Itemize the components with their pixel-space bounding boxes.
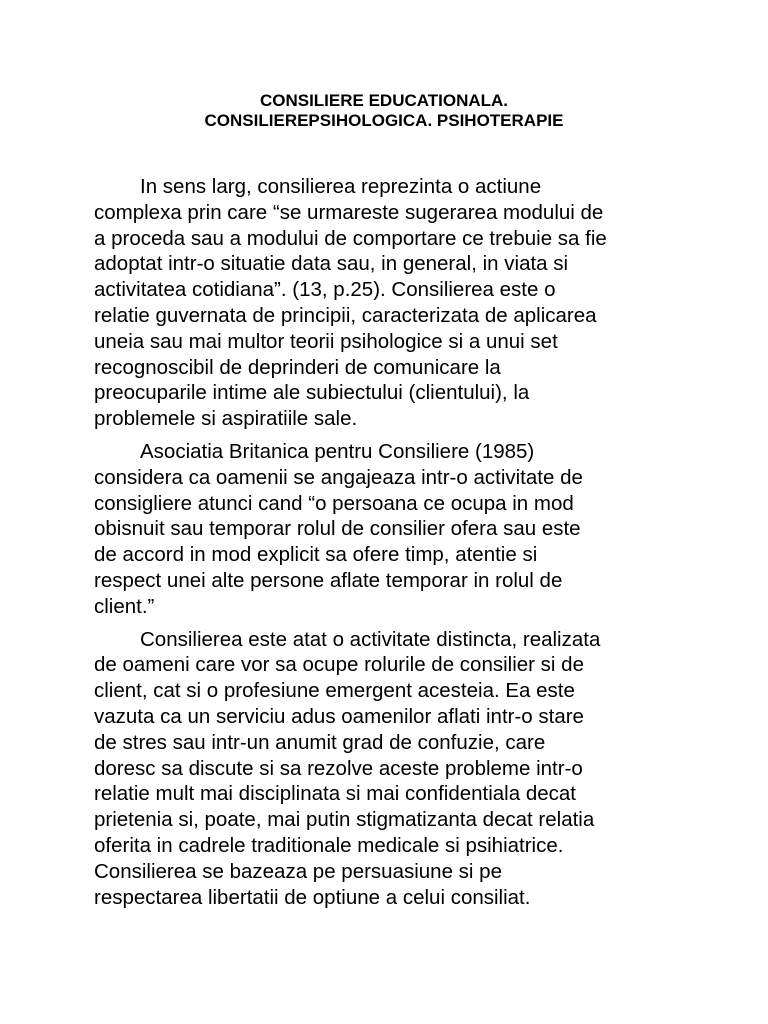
paragraph-line: adoptat intr-o situatie data sau, in general, in viata si xyxy=(94,252,569,276)
paragraph-line: a proceda sau a modului de comportare ce trebuie sa fie xyxy=(94,226,607,250)
paragraph-line: considera ca oamenii se angajeaza intr-o activitate de xyxy=(94,465,583,489)
paragraph-line: preocuparile intime ale subiectului (clientului), la xyxy=(94,381,530,405)
paragraph-line: vazuta ca un serviciu adus oamenilor aflati intr-o stare xyxy=(94,704,584,728)
paragraph-line: consigliere atunci cand “o persoana ce ocupa in mod xyxy=(94,491,574,515)
paragraph-line: de oameni care vor sa ocupe rolurile de consilier si de xyxy=(94,653,584,677)
paragraph-line: uneia sau mai multor teorii psihologice si a unui set xyxy=(94,329,558,353)
paragraph-line: relatie mult mai disciplinata si mai confidentiala decat xyxy=(94,782,576,806)
paragraph-line: obisnuit sau temporar rolul de consilier ofera sau este xyxy=(94,517,581,541)
paragraph xyxy=(94,439,694,620)
paragraph-line: recognoscibil de deprinderi de comunicare la xyxy=(94,355,501,379)
paragraph-line: activitatea cotidiana”. (13, p.25). Consilierea este o xyxy=(94,278,556,302)
paragraph-line: problemele si aspiratiile sale. xyxy=(94,407,358,431)
paragraph-line: client, cat si o profesiune emergent acesteia. Ea este xyxy=(94,679,575,703)
paragraph-line: respectarea libertatii de optiune a celui consiliat. xyxy=(94,885,531,909)
paragraph-line: de stres sau intr-un anumit grad de confuzie, care xyxy=(94,730,546,754)
document-title-line-1: CONSILIERE EDUCATIONALA. xyxy=(259,91,509,110)
paragraph-line: doresc sa discute si sa rezolve aceste probleme intr-o xyxy=(94,756,583,780)
paragraph-line: prietenia si, poate, mai putin stigmatizanta decat relatia xyxy=(94,808,595,832)
paragraph-line: complexa prin care “se urmareste sugerarea modului de xyxy=(94,200,604,224)
document-body xyxy=(94,174,694,917)
paragraph xyxy=(94,627,694,911)
paragraph-line: respect unei alte persone aflate temporar in rolul de xyxy=(94,568,563,592)
paragraph-line: In sens larg, consilierea reprezinta o actiune xyxy=(140,175,542,198)
paragraph-line: de accord in mod explicit sa ofere timp, atentie si xyxy=(94,543,538,567)
paragraph xyxy=(94,174,694,432)
paragraph-line: Asociatia Britanica pentru Consiliere (1985) xyxy=(140,439,535,463)
paragraph-line: Consilierea se bazeaza pe persuasiune si pe xyxy=(94,859,502,883)
paragraph-line: oferita in cadrele traditionale medicale si psihiatrice. xyxy=(94,833,564,857)
paragraph-line: relatie guvernata de principii, caracterizata de aplicarea xyxy=(94,303,597,327)
paragraph-line: Consilierea este atat o activitate distincta, realizata xyxy=(140,627,601,651)
document-title-line-2: CONSILIEREPSIHOLOGICA. PSIHOTERAPIE xyxy=(204,111,564,130)
paragraph-line: client.” xyxy=(94,594,155,618)
